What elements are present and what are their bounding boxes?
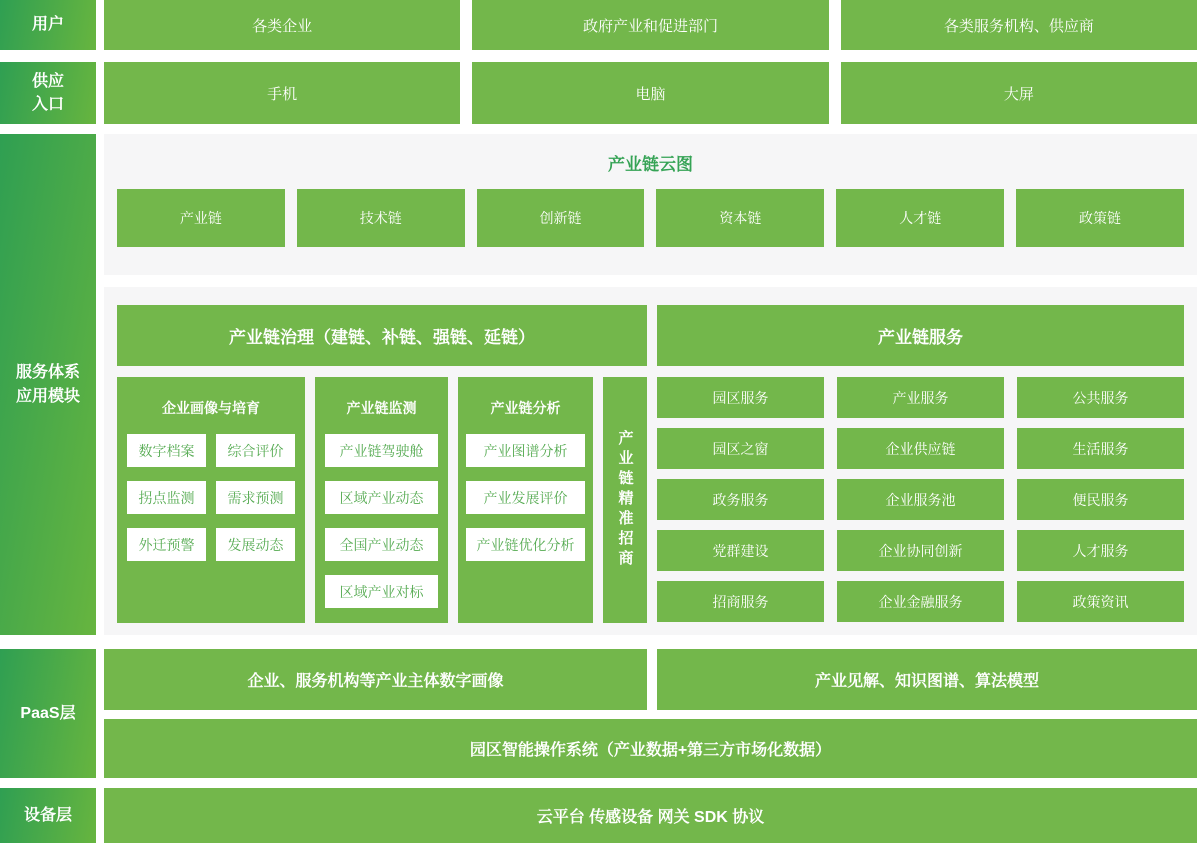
entry-row-label-line2: 入口	[31, 96, 64, 113]
paas-section	[0, 649, 1197, 778]
chain-technology: 技术链	[297, 189, 465, 247]
chain-talent: 人才链	[836, 189, 1004, 247]
column-chain-monitoring	[315, 377, 448, 623]
service-talent: 人才服务	[1017, 530, 1184, 571]
item-comprehensive-evaluation: 综合评价	[216, 434, 295, 467]
services-grid	[657, 377, 1184, 622]
modules-section-label	[0, 134, 96, 635]
entry-row-label	[0, 62, 96, 124]
cloud-map-panel	[104, 134, 1197, 275]
entry-box-pc: 电脑	[472, 62, 828, 124]
column-enterprise-profile	[117, 377, 305, 623]
device-label-text: 设备层	[23, 806, 72, 824]
service-park: 园区服务	[657, 377, 824, 418]
item-relocation-warning: 外迁预警	[127, 528, 206, 561]
service-convenience: 便民服务	[1017, 479, 1184, 520]
service-enterprise-finance: 企业金融服务	[837, 581, 1004, 622]
item-demand-forecast: 需求预测	[216, 481, 295, 514]
chain-boxes	[117, 189, 1184, 247]
governance-header: 产业链治理（建链、补链、强链、延链）	[117, 305, 647, 366]
entry-box-bigscreen: 大屏	[841, 62, 1197, 124]
service-life: 生活服务	[1017, 428, 1184, 469]
item-development-trends: 发展动态	[216, 528, 295, 561]
device-content	[104, 788, 1197, 843]
service-party-building: 党群建设	[657, 530, 824, 571]
item-digital-archive: 数字档案	[127, 434, 206, 467]
device-label	[0, 788, 96, 843]
governance-group	[117, 305, 647, 623]
cloud-map-title: 产业链云图	[608, 155, 693, 174]
paas-content	[104, 649, 1197, 778]
service-industry: 产业服务	[837, 377, 1004, 418]
user-box-government: 政府产业和促进部门	[472, 0, 828, 50]
paas-box-intelligent-os: 园区智能操作系统（产业数据+第三方市场化数据）	[104, 719, 1197, 778]
users-row-content	[104, 0, 1197, 50]
item-industry-development-evaluation: 产业发展评价	[466, 481, 585, 514]
service-enterprise-pool: 企业服务池	[837, 479, 1004, 520]
item-regional-benchmarking: 区域产业对标	[325, 575, 438, 608]
services-group	[657, 305, 1184, 623]
chain-policy: 政策链	[1016, 189, 1184, 247]
paas-box-knowledge-graph: 产业见解、知识图谱、算法模型	[657, 649, 1197, 710]
paas-label	[0, 649, 96, 778]
paas-box-digital-portrait: 企业、服务机构等产业主体数字画像	[104, 649, 647, 710]
precision-investment-bar: 产业链精准招商	[603, 377, 647, 623]
item-inflection-monitoring: 拐点监测	[127, 481, 206, 514]
user-box-enterprises: 各类企业	[104, 0, 460, 50]
apps-panel	[104, 287, 1197, 635]
entry-row	[0, 62, 1197, 124]
service-government-affairs: 政务服务	[657, 479, 824, 520]
item-chain-cockpit: 产业链驾驶舱	[325, 434, 438, 467]
chain-innovation: 创新链	[477, 189, 645, 247]
item-industry-map-analysis: 产业图谱分析	[466, 434, 585, 467]
users-row-label	[0, 0, 96, 50]
service-collaborative-innovation: 企业协同创新	[837, 530, 1004, 571]
paas-label-text: PaaS层	[20, 704, 76, 722]
modules-label-line2: 应用模块	[15, 387, 80, 405]
users-row	[0, 0, 1197, 50]
services-header: 产业链服务	[657, 305, 1184, 366]
users-row-label-text: 用户	[31, 16, 64, 34]
entry-row-content	[104, 62, 1197, 124]
modules-section	[0, 134, 1197, 635]
column-enterprise-profile-title: 企业画像与培育	[162, 400, 260, 416]
item-chain-optimization-analysis: 产业链优化分析	[466, 528, 585, 561]
column-chain-analysis	[458, 377, 593, 623]
service-enterprise-supply-chain: 企业供应链	[837, 428, 1004, 469]
service-park-window: 园区之窗	[657, 428, 824, 469]
modules-label-line1: 服务体系	[15, 364, 80, 382]
device-box-cloud-platform: 云平台 传感设备 网关 SDK 协议	[104, 788, 1197, 843]
user-box-service-orgs: 各类服务机构、供应商	[841, 0, 1197, 50]
item-national-industry-trends: 全国产业动态	[325, 528, 438, 561]
service-public: 公共服务	[1017, 377, 1184, 418]
item-regional-industry-trends: 区域产业动态	[325, 481, 438, 514]
column-chain-analysis-title: 产业链分析	[490, 400, 561, 416]
chain-capital: 资本链	[656, 189, 824, 247]
device-section	[0, 788, 1197, 843]
entry-row-label-line1: 供应	[31, 72, 64, 90]
chain-industry: 产业链	[117, 189, 285, 247]
service-policy-news: 政策资讯	[1017, 581, 1184, 622]
modules-section-content	[104, 134, 1197, 635]
service-investment: 招商服务	[657, 581, 824, 622]
column-chain-monitoring-title: 产业链监测	[346, 400, 417, 416]
entry-box-mobile: 手机	[104, 62, 460, 124]
